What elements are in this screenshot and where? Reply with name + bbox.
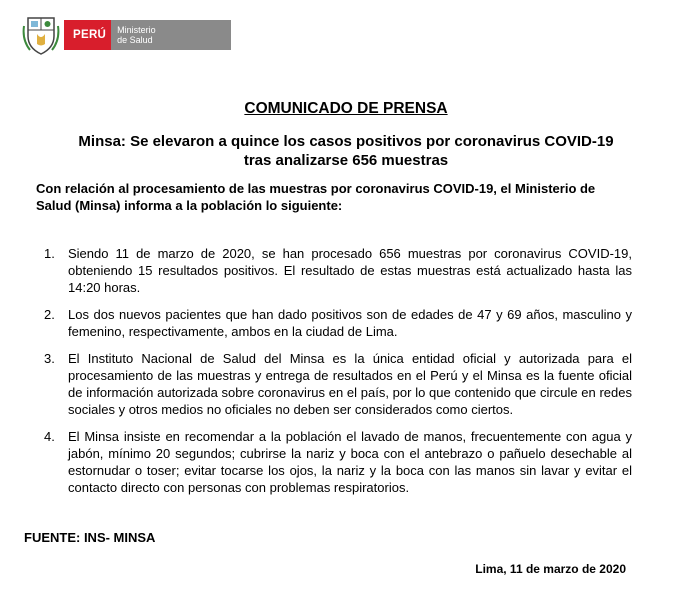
document-title: COMUNICADO DE PRENSA [244,100,448,117]
list-number: 2. [44,307,55,322]
intro-paragraph: Con relación al procesamiento de las muestras por coronavirus COVID-19, el Ministerio de Salud (Minsa) informa a la población lo siguiente: [36,181,596,213]
list-item [36,428,632,496]
ministry-header [22,14,231,56]
list-text: El Minsa insiste en recomendar a la población el lavado de manos, frecuentemente con agua y jabón, mínimo 20 segundos; cubrirse la nariz y boca con el antebrazo o pañuelo desechable al estornudar o toser; evitar tocarse los ojos, la nariz y la boca con las manos sin lavar y evitar el contacto directo con personas con problemas respiratorios. [68,429,632,495]
source-line: FUENTE: INS- MINSA [24,530,156,545]
list-number: 4. [44,429,55,444]
list-item [36,306,632,340]
ministry-line-1: Ministerio [117,25,156,35]
list-number: 3. [44,351,55,366]
list-item [36,245,632,296]
country-label: PERÚ [64,20,111,50]
headline-line-1: Minsa: Se elevaron a quince los casos positivos por coronavirus COVID-19 [78,133,614,150]
ministry-line-2: de Salud [117,35,153,45]
headline-line-2: tras analizarse 656 muestras [243,152,449,169]
list-text: El Instituto Nacional de Salud del Minsa es la única entidad oficial y autorizada para el procesamiento de las muestras y entrega de resultados en el Perú y el Minsa es la fuente oficial de información autorizada sobre coronavirus en el país, por lo que contenido que circule en redes sociales y otros medios no oficiales no deben ser considerados como ciertos. [68,351,632,417]
coat-of-arms-icon [22,14,60,56]
statement-list [36,245,632,506]
date-line: Lima, 11 de marzo de 2020 [475,562,626,576]
list-text: Los dos nuevos pacientes que han dado positivos son de edades de 47 y 69 años, masculino y femenino, respectivamente, ambos en la ciudad de Lima. [68,307,632,339]
ministry-label [111,20,231,50]
list-number: 1. [44,246,55,261]
headline [40,132,652,170]
list-item [36,350,632,418]
list-text: Siendo 11 de marzo de 2020, se han procesado 656 muestras por coronavirus COVID-19, obteniendo 15 resultados positivos. El resultado de estas muestras está actualizado hasta las 14:20 horas. [68,246,632,295]
